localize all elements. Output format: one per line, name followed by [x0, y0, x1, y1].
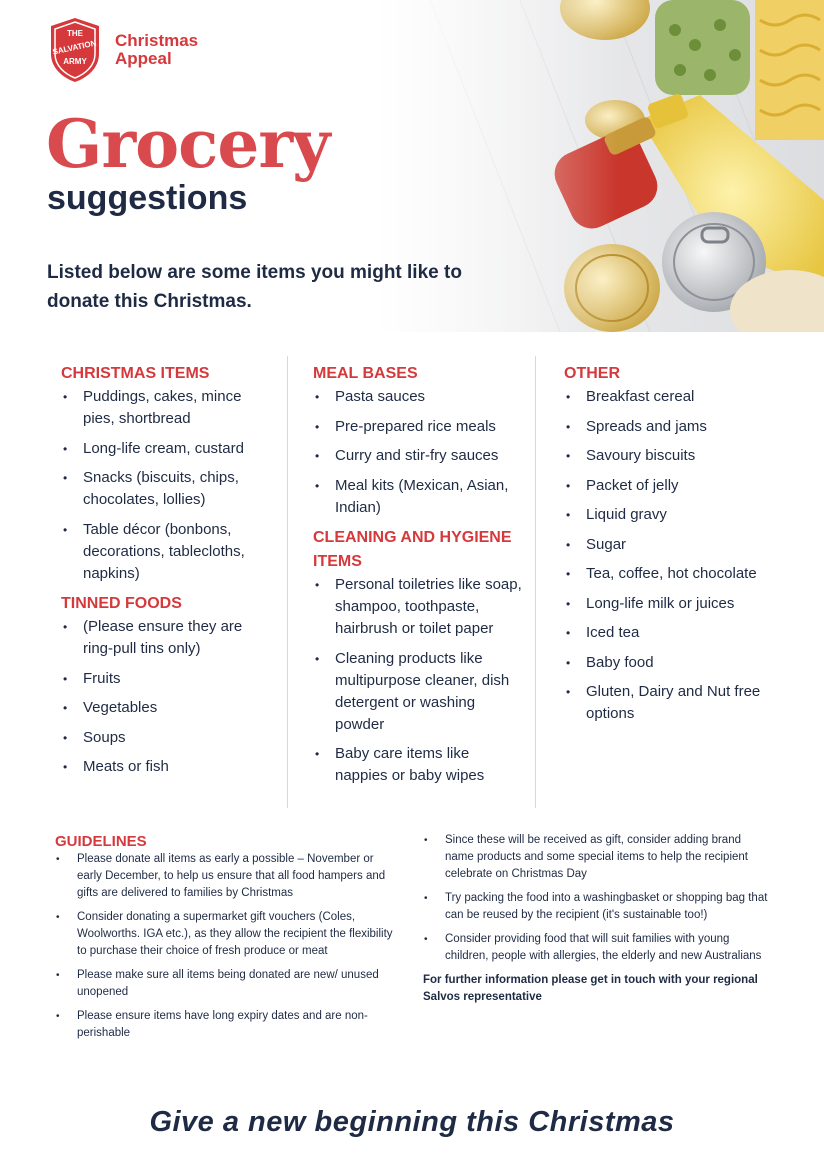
list-item: • Consider donating a supermarket gift vouchers (Coles, Woolworths. IGA etc.), as they allow the recipient the flexibility to purchase their choice of fresh produce or meat: [55, 909, 400, 960]
list-item: • Table décor (bonbons, decorations, tablecloths, napkins): [61, 519, 276, 585]
salvation-army-shield-icon: [47, 16, 103, 84]
section-heading-tinned-foods: TINNED FOODS: [61, 595, 182, 612]
list-item: • Spreads and jams: [564, 416, 794, 438]
list-item: • (Please ensure they are ring-pull tins only): [61, 616, 276, 660]
guidelines-left: [55, 833, 400, 1049]
list-item: • Savoury biscuits: [564, 445, 794, 467]
guidelines-right: [423, 832, 768, 1006]
list-item: • Personal toiletries like soap, shampoo, toothpaste, hairbrush or toilet paper: [313, 574, 523, 640]
logo-text-the: THE: [67, 29, 83, 38]
page-subtitle: suggestions: [47, 179, 248, 217]
guidelines-list-right: [423, 832, 768, 965]
list-item: • Breakfast cereal: [564, 386, 794, 408]
page-title: Grocery: [46, 105, 330, 183]
list-item: • Liquid gravy: [564, 504, 794, 526]
list-meal-bases: [313, 386, 523, 519]
guidelines-list-left: [55, 851, 400, 1042]
list-item: • Puddings, cakes, mince pies, shortbread: [61, 386, 276, 430]
column-divider: [287, 356, 288, 808]
section-heading-cleaning: CLEANING AND HYGIENE ITEMS: [313, 529, 512, 570]
appeal-line-2: Appeal: [115, 49, 172, 68]
further-info-text: For further information please get in touch with your regional Salvos representative: [423, 974, 758, 1003]
list-item: • Sugar: [564, 534, 794, 556]
list-item: • Cleaning products like multipurpose cleaner, dish detergent or washing powder: [313, 648, 523, 736]
brand-lockup: [47, 16, 198, 84]
list-item: • Please make sure all items being donated are new/ unused unopened: [55, 967, 400, 1001]
logo-text-salvation: SALVATION: [51, 38, 98, 57]
list-other: [564, 386, 794, 725]
list-tinned-foods: [61, 616, 276, 778]
list-item: • Snacks (biscuits, chips, chocolates, lollies): [61, 467, 276, 511]
list-item: • Soups: [61, 727, 276, 749]
footer-tagline: Give a new beginning this Christmas: [149, 1106, 675, 1138]
list-item: • Packet of jelly: [564, 475, 794, 497]
column-divider: [535, 356, 536, 808]
column-middle: [313, 362, 523, 795]
list-item: • Tea, coffee, hot chocolate: [564, 563, 794, 585]
item-columns: [0, 356, 824, 808]
list-cleaning: [313, 574, 523, 787]
list-item: • Meats or fish: [61, 756, 276, 778]
logo-text-army: ARMY: [63, 57, 87, 66]
list-item: • Long-life cream, custard: [61, 438, 276, 460]
list-item: • Long-life milk or juices: [564, 593, 794, 615]
guidelines-heading: GUIDELINES: [55, 833, 147, 850]
list-item: • Baby care items like nappies or baby wipes: [313, 743, 523, 787]
header-banner: [0, 0, 824, 332]
section-heading-other: OTHER: [564, 365, 620, 382]
list-item: • Baby food: [564, 652, 794, 674]
list-item: • Pasta sauces: [313, 386, 523, 408]
list-item: • Fruits: [61, 668, 276, 690]
list-item: • Meal kits (Mexican, Asian, Indian): [313, 475, 523, 519]
list-item: • Since these will be received as gift, consider adding brand name products and some special items to help the recipient celebrate on Christmas Day: [423, 832, 768, 883]
section-heading-meal-bases: MEAL BASES: [313, 365, 418, 382]
section-heading-christmas-items: CHRISTMAS ITEMS: [61, 365, 210, 382]
list-item: • Gluten, Dairy and Nut free options: [564, 681, 794, 725]
intro-text: Listed below are some items you might like to donate this Christmas.: [47, 262, 462, 312]
list-item: • Please donate all items as early a possible – November or early December, to help us ensure that all food hampers and gifts are delivered to families by Christmas: [55, 851, 400, 902]
list-item: • Try packing the food into a washingbasket or shopping bag that can be reused by the recipient (it's sustainable too!): [423, 890, 768, 924]
list-item: • Vegetables: [61, 697, 276, 719]
list-item: • Please ensure items have long expiry dates and are non-perishable: [55, 1008, 400, 1042]
column-left: [61, 362, 276, 786]
list-item: • Pre-prepared rice meals: [313, 416, 523, 438]
list-item: • Consider providing food that will suit families with young children, people with allergies, the elderly and new Australians: [423, 931, 768, 965]
list-item: • Curry and stir-fry sauces: [313, 445, 523, 467]
christmas-appeal-label: [115, 32, 198, 68]
list-christmas-items: [61, 386, 276, 585]
column-right: [564, 362, 794, 733]
list-item: • Iced tea: [564, 622, 794, 644]
appeal-line-1: Christmas: [115, 31, 199, 50]
